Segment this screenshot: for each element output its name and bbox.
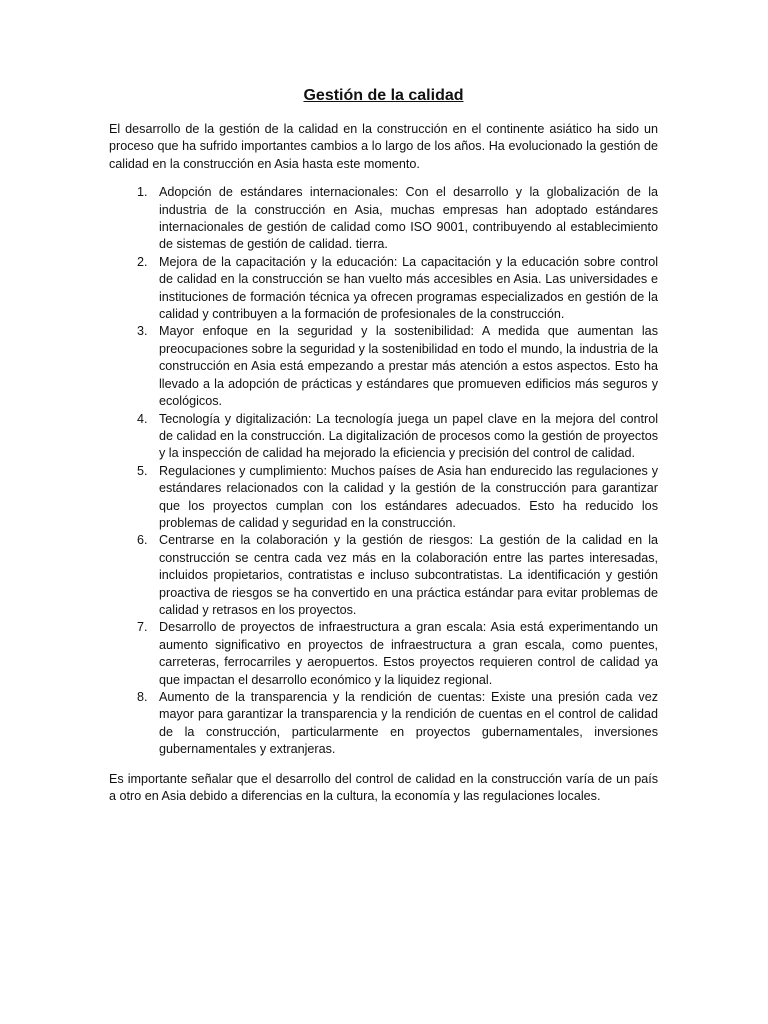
list-item-text: Mejora de la capacitación y la educación: La capacitación y la educación sobre control de calidad en la construcción se han vuelto más accesibles en Asia. Las universidades e instituciones de formación técnica ya ofrecen programas especializados en gestión de la calidad y contribuyen a la formación de profesionales de la construcción. <box>159 254 658 322</box>
list-item-number: 5. <box>137 463 148 478</box>
list-item-text: Adopción de estándares internacionales: Con el desarrollo y la globalización de la industria de la construcción en Asia, muchas empresas han adoptado estándares internacionales de gestión de calidad como ISO 9001, contribuyendo al establecimiento de sistemas de gestión de calidad. tierra. <box>159 185 658 252</box>
numbered-list <box>109 184 658 758</box>
list-item-number: 8. <box>137 690 148 704</box>
list-item <box>109 254 658 324</box>
document-title: Gestión de la calidad <box>303 87 464 104</box>
list-item-text: Tecnología y digitalización: La tecnología juega un papel clave en la mejora del control de calidad en la construcción. La digitalización de procesos como la gestión de proyectos y la inspección de calidad ha mejorado la eficiencia y precisión del control de calidad. <box>159 411 658 461</box>
list-item-text: Desarrollo de proyectos de infraestructura a gran escala: Asia está experimentando un aumento significativo en proyectos de infraestructura a gran escala, como puentes, carreteras, ferrocarriles y aeropuertos. Estos proyectos requieren control de calidad ya que impactan el desarrollo económico y la liquidez regional. <box>159 620 658 687</box>
list-item <box>109 619 658 689</box>
list-item-number: 7. <box>137 620 148 635</box>
list-item <box>109 411 658 463</box>
document-body <box>109 86 658 805</box>
list-item <box>109 689 658 759</box>
list-item-number: 1. <box>137 185 148 200</box>
list-item-text: Mayor enfoque en la seguridad y la sostenibilidad: A medida que aumentan las preocupaciones sobre la seguridad y la sostenibilidad en todo el mundo, la industria de la construcción en Asia está empezando a prestar más atención a estos aspectos. Esto ha llevado a la adopción de prácticas y estándares que promueven edificios más seguros y ecológicos. <box>159 324 658 409</box>
list-item-text: Regulaciones y cumplimiento: Muchos países de Asia han endurecido las regulaciones y estándares relacionados con la calidad y la gestión de la construcción para garantizar que los proyectos cumplan con los estándares adecuados. Esto ha reducido los problemas de calidad y seguridad en la construcción. <box>159 463 658 530</box>
list-item-text: Centrarse en la colaboración y la gestión de riesgos: La gestión de la calidad en la construcción se centra cada vez más en la colaboración entre las partes interesadas, incluidos propietarios, contratistas e incluso subcontratistas. La identificación y gestión proactiva de riesgos se ha convertido en una práctica estándar para evitar problemas de calidad y retrasos en los proyectos. <box>159 533 658 617</box>
list-item <box>109 532 658 619</box>
conclusion-paragraph: Es importante señalar que el desarrollo del control de calidad en la construcción varía de un país a otro en Asia debido a diferencias en la cultura, la economía y las regulaciones locales. <box>109 771 658 804</box>
list-item-number: 4. <box>137 411 148 426</box>
list-item-number: 6. <box>137 533 148 548</box>
list-item-number: 2. <box>137 254 148 269</box>
list-item-number: 3. <box>137 324 148 339</box>
list-item-text: Aumento de la transparencia y la rendición de cuentas: Existe una presión cada vez mayor para garantizar la transparencia y la rendición de cuentas en el control de calidad de la construcción, particularmente en proyectos gubernamentales, inversiones gubernamentales y extranjeras. <box>159 690 658 757</box>
list-item <box>109 184 658 254</box>
list-item <box>109 463 658 533</box>
list-item <box>109 323 658 410</box>
intro-paragraph: El desarrollo de la gestión de la calidad en la construcción en el continente asiático ha sido un proceso que ha sufrido importantes cambios a lo largo de los años. Ha evolucionado la gestión de calidad en la construcción en Asia hasta este momento. <box>109 122 658 171</box>
